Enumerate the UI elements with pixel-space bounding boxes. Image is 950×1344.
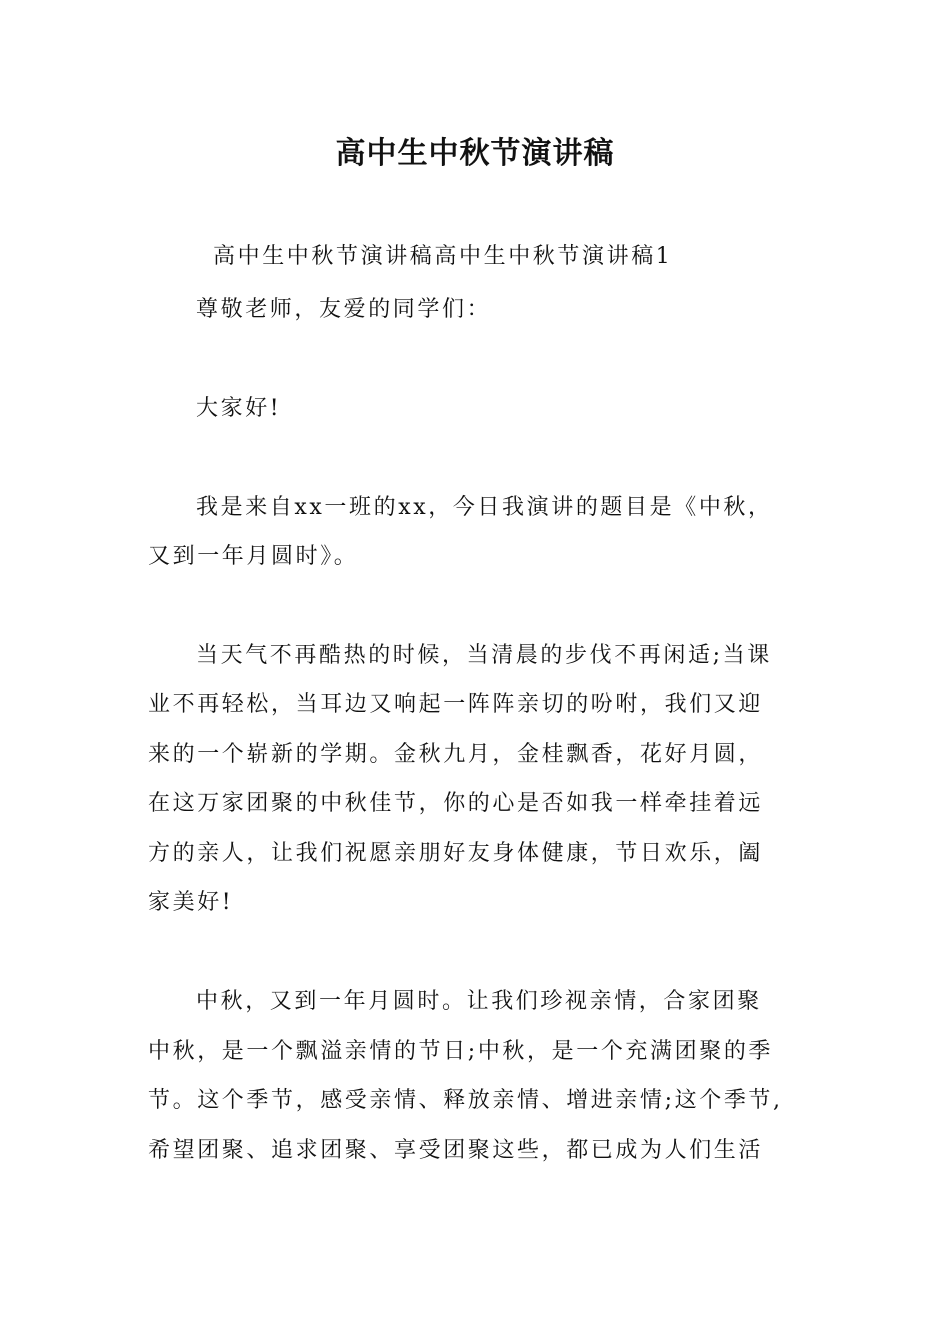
paragraph-line: 中秋，又到一年月圆时。让我们珍视亲情，合家团聚 — [196, 989, 762, 1014]
paragraph-line: 业不再轻松，当耳边又响起一阵阵亲切的吩咐，我们又迎 — [148, 692, 764, 717]
paragraph-line: 我是来自xx一班的xx，今日我演讲的题目是《中秋， — [196, 495, 773, 520]
paragraph-line: 中秋，是一个飘溢亲情的节日;中秋，是一个充满团聚的季 — [148, 1039, 774, 1064]
paragraph-line: 来的一个崭新的学期。金秋九月，金桂飘香，花好月圆， — [148, 742, 764, 767]
paragraph-line: 希望团聚、追求团聚、享受团聚这些，都已成为人们生活 — [148, 1138, 764, 1163]
paragraph-line: 方的亲人，让我们祝愿亲朋好友身体健康，节日欢乐，阖 — [148, 841, 764, 866]
paragraph-line-heading: 高中生中秋节演讲稿高中生中秋节演讲稿1 — [213, 244, 673, 269]
paragraph-line: 又到一年月圆时》。 — [148, 544, 359, 569]
paragraph-line: 在这万家团聚的中秋佳节，你的心是否如我一样牵挂着远 — [148, 791, 764, 816]
paragraph-line-salutation: 尊敬老师，友爱的同学们： — [196, 297, 492, 322]
paragraph-line: 家美好! — [148, 890, 234, 915]
paragraph-line-greeting: 大家好! — [196, 396, 282, 421]
document-title: 高中生中秋节演讲稿 — [335, 136, 615, 171]
paragraph-line: 当天气不再酷热的时候，当清晨的步伐不再闲适;当课 — [196, 643, 772, 668]
paragraph-line: 节。这个季节，感受亲情、释放亲情、增进亲情;这个季节, — [148, 1088, 783, 1113]
